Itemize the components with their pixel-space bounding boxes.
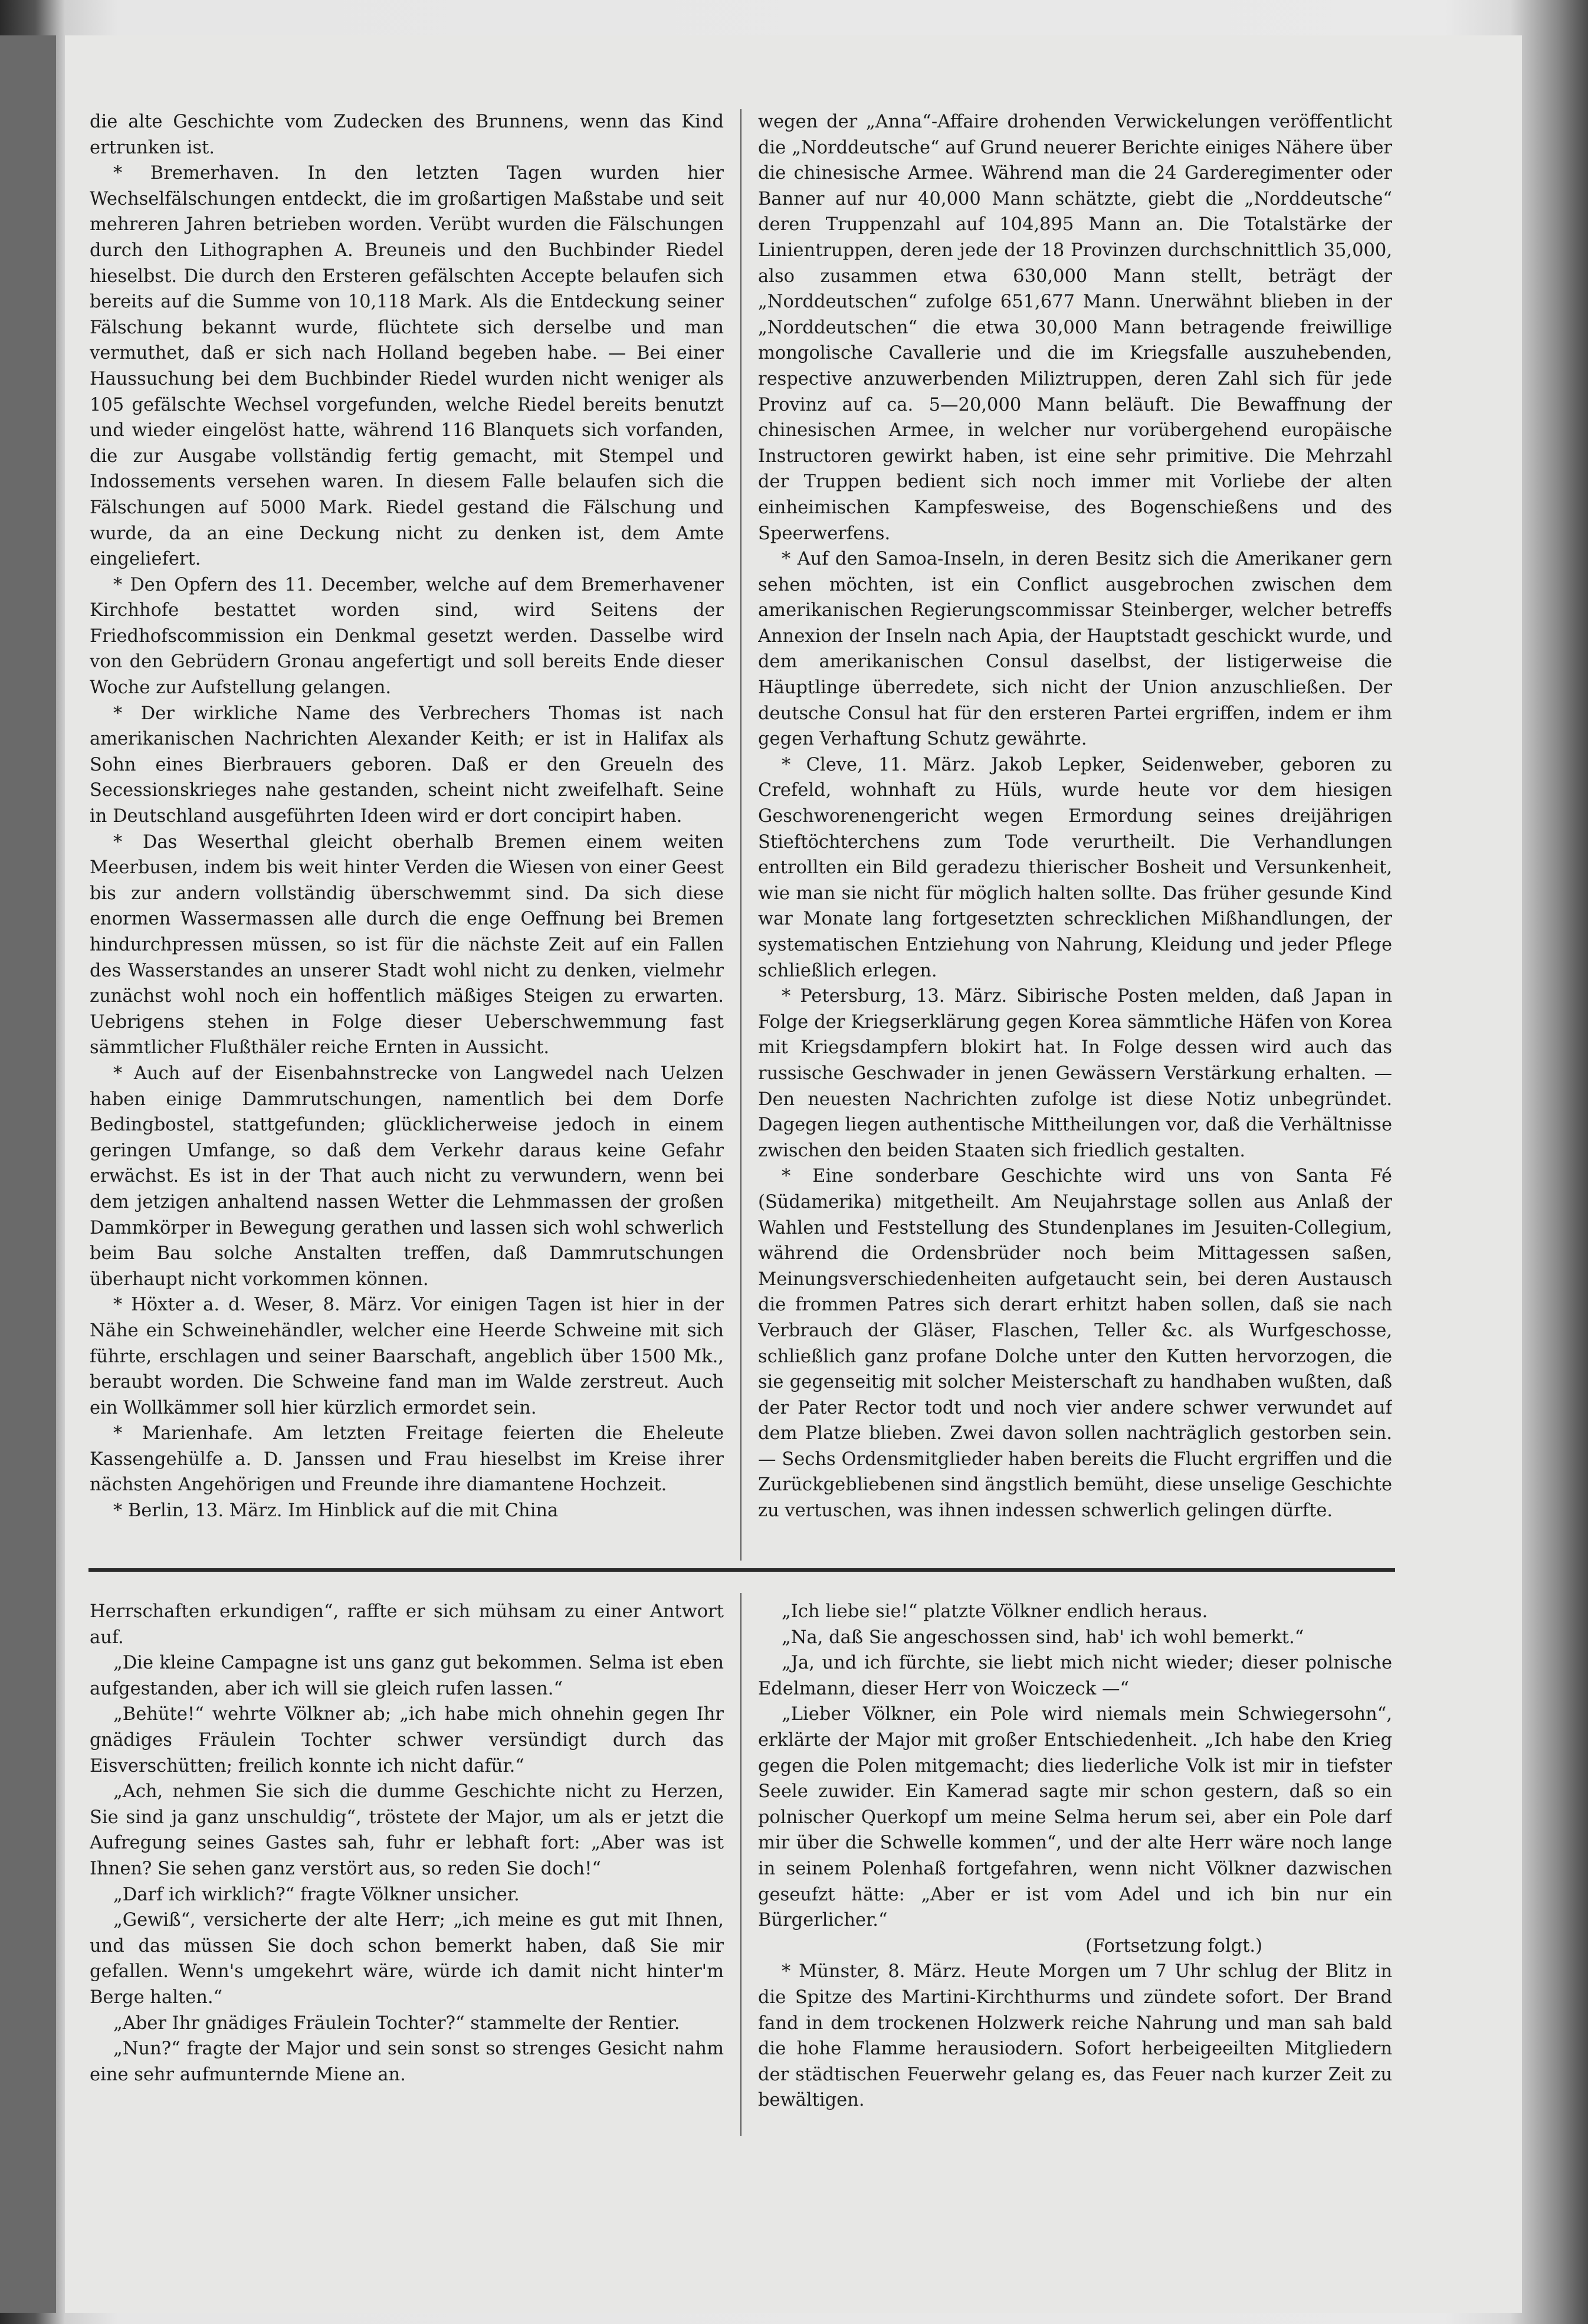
paragraph: „Aber Ihr gnädiges Fräulein Tochter?“ stammelte der Rentier. bbox=[113, 2012, 680, 2034]
paragraph: * Eine sonderbare Geschichte wird uns von Santa Fé (Südamerika) mitgetheilt. Am Neujahrstage sollen aus Anlaß der Wahlen und Feststellung des Stundenplanes im Jesuiten-Collegium, während die Ordensbrüder noch beim Mittagessen saßen, Meinungsverschiedenheiten aufgetaucht sein, bei deren Austausch die frommen Patres sich derart erhitzt haben sollen, daß sie nach Verbrauch der Gläser, Flaschen, Teller &c. als Wurfgeschosse, schließlich ganz profane Dolche unter den Kutten hervorzogen, die sie gegenseitig mit solcher Meisterschaft zu handhaben wußten, daß der Pater Rector todt und noch vier andere schwer verwundet auf dem Platze blieben. Zwei davon sollen nachträglich gestorben sein. — Sechs Ordensmitglieder haben bereits die Flucht ergriffen und die Zurückgebliebenen sind ängstlich bemüht, diese unselige Geschichte zu vertuschen, was ihnen indessen schwerlich gelingen dürfte. bbox=[758, 1166, 1392, 1522]
paragraph: wegen der „Anna“-Affaire drohenden Verwickelungen veröffentlicht die „Norddeutsche“ auf Grund neuerer Berichte einiges Nähere über die chinesische Armee. Während man die 24 Garderegimenter oder Banner auf nur 40,000 Mann schätzte, giebt die „Norddeutsche“ deren Truppenzahl auf 104,895 Mann an. Die Totalstärke der Linientruppen, deren jede der 18 Provinzen durchschnittlich 35,000, also zusammen etwa 630,000 Mann stellt, beträgt der „Norddeutschen“ zufolge 651,677 Mann. Unerwähnt blieben in der „Norddeutschen“ die etwa 30,000 Mann betragende freiwillige mongolische Cavallerie und die im Kriegsfalle auszuhebenden, respective anzuwerbenden Miliztruppen, deren Zahl sich für jede Provinz auf ca. 5—20,000 Mann beläuft. Die Bewaffnung der chinesischen Armee, in welcher nur vorübergehend europäische Instructoren gewirkt haben, ist eine sehr primitive. Die Mehrzahl der Truppen bedient sich noch immer mit Vorliebe der alten einheimischen Kampfesweise, des Bogenschießens und des Speerwerfens. bbox=[758, 112, 1392, 544]
paragraph: * Der wirkliche Name des Verbrechers Thomas ist nach amerikanischen Nachrichten Alexander Keith; er ist in Halifax als Sohn eines Bierbrauers geboren. Daß er den Greueln des Secessionskrieges nahe gestanden, scheint nicht zweifelhaft. Seine in Deutschland ausgeführten Ideen wird er dort concipirt haben. bbox=[90, 703, 724, 827]
paragraph: * Bremerhaven. In den letzten Tagen wurden hier Wechselfälschungen entdeckt, die im großartigen Maßstabe und seit mehreren Jahren betrieben worden. Verübt wurden die Fälschungen durch den Lithographen A. Breuneis und den Buchbinder Riedel hieselbst. Die durch den Ersteren gefälschten Accepte belaufen sich bereits auf die Summe von 10,118 Mark. Als die Entdeckung seiner Fälschung bekannt wurde, flüchtete sich derselbe und man vermuthet, daß er sich nach Holland begeben habe. — Bei einer Haussuchung bei dem Buchbinder Riedel wurden nicht weniger als 105 gefälschte Wechsel vorgefunden, welche Riedel bereits benutzt und wieder eingelöst hatte, während 116 Blanquets sich vorfanden, die zur Ausgabe vollständig fertig gemacht, mit Stempel und Indossements versehen waren. In diesem Falle belaufen sich die Fälschungen auf 5000 Mark. Riedel gestand die Fälschung und wurde, da an eine Deckung nicht zu denken ist, dem Amte eingeliefert. bbox=[90, 163, 724, 570]
continuation-note: (Fortsetzung folgt.) bbox=[1085, 1935, 1262, 1956]
paragraph: * Den Opfern des 11. December, welche auf dem Bremerhavener Kirchhofe bestattet worden sind, wird Seitens der Friedhofscommission ein Denkmal gesetzt werden. Dasselbe wird von den Gebrüdern Gronau angefertigt und soll bereits Ende dieser Woche zur Aufstellung gelangen. bbox=[90, 574, 724, 699]
feuilleton-rule bbox=[88, 1568, 1395, 1572]
paragraph: „Ach, nehmen Sie sich die dumme Geschichte nicht zu Herzen, Sie sind ja ganz unschuldig“, tröstete der Major, um als er jetzt die Aufregung seines Gastes sah, fuhr er lebhaft fort: „Aber was ist Ihnen? Sie sehen ganz verstört aus, so reden Sie doch!“ bbox=[90, 1781, 724, 1879]
news-column-right bbox=[758, 109, 1392, 1549]
paragraph: * Marienhafe. Am letzten Freitage feierten die Eheleute Kassengehülfe a. D. Janssen und Frau hieselbst im Kreise ihrer nächsten Angehörigen und Freunde ihre diamantene Hochzeit. bbox=[90, 1423, 724, 1496]
paragraph: die alte Geschichte vom Zudecken des Brunnens, wenn das Kind ertrunken ist. bbox=[90, 112, 724, 158]
feuilleton-column-right bbox=[758, 1599, 1392, 2177]
news-column-left bbox=[90, 109, 724, 1549]
column-divider-bottom bbox=[740, 1593, 741, 2136]
paragraph: „Darf ich wirklich?“ fragte Völkner unsicher. bbox=[113, 1884, 520, 1905]
paragraph: „Nun?“ fragte der Major und sein sonst so strenges Gesicht nahm eine sehr aufmunternde Miene an. bbox=[90, 2038, 724, 2085]
paragraph: * Münster, 8. März. Heute Morgen um 7 Uhr schlug der Blitz in die Spitze des Martini-Kirchthurms und zündete sofort. Der Brand fand in dem trockenen Holzwerk reiche Nahrung und man sah bald die hohe Flamme herausiodern. Sofort herbeigeeilten Mitgliedern der städtischen Feuerwehr gelang es, das Feuer nach kurzer Zeit zu bewältigen. bbox=[758, 1961, 1392, 2111]
paragraph: * Höxter a. d. Weser, 8. März. Vor einigen Tagen ist hier in der Nähe ein Schweinehändler, welcher eine Heerde Schweine mit sich führte, erschlagen und seiner Baarschaft, angeblich über 1500 Mk., beraubt worden. Die Schweine fand man im Walde zerstreut. Auch ein Wollkämmer soll hier kürzlich ermordet sein. bbox=[90, 1294, 724, 1418]
paragraph: „Die kleine Campagne ist uns ganz gut bekommen. Selma ist eben aufgestanden, aber ich will sie gleich rufen lassen.“ bbox=[90, 1653, 724, 1699]
paragraph: * Cleve, 11. März. Jakob Lepker, Seidenweber, geboren zu Crefeld, wohnhaft zu Hüls, wurde heute vor dem hiesigen Geschworenengericht wegen Ermordung seines dreijährigen Stieftöchterchens zum Tode verurtheilt. Die Verhandlungen entrollten ein Bild geradezu thierischer Bosheit und Versunkenheit, wie man sie nicht für möglich halten sollte. Das früher gesunde Kind war Monate lang fortgesetzten schrecklichen Mißhandlungen, der systematischen Entziehung von Nahrung, Kleidung und jeder Pflege schließlich erlegen. bbox=[758, 754, 1392, 981]
paragraph: Herrschaften erkundigen“, raffte er sich mühsam zu einer Antwort auf. bbox=[90, 1601, 724, 1648]
paragraph: „Ich liebe sie!“ platzte Völkner endlich heraus. bbox=[782, 1601, 1208, 1622]
paragraph: „Na, daß Sie angeschossen sind, hab' ich wohl bemerkt.“ bbox=[782, 1627, 1304, 1648]
paragraph: * Petersburg, 13. März. Sibirische Posten melden, daß Japan in Folge der Kriegserklärung gegen Korea sämmtliche Häfen von Korea mit Kriegsdampfern blokirt hat. In Folge dessen wird auch das russische Geschwader in jenen Gewässern Verstärkung erhalten. — Den neuesten Nachrichten zufolge ist diese Notiz unbegründet. Dagegen liegen authentische Mittheilungen vor, daß die Verhältnisse zwischen den beiden Staaten sich friedlich gestalten. bbox=[758, 986, 1392, 1161]
paragraph: * Berlin, 13. März. Im Hinblick auf die mit China bbox=[113, 1500, 559, 1522]
paragraph: * Das Weserthal gleicht oberhalb Bremen einem weiten Meerbusen, indem bis weit hinter Verden die Wiesen von einer Geest bis zur andern vollständig überschwemmt sind. Da sich diese enormen Wassermassen alle durch die enge Oeffnung bei Bremen hindurchpressen müssen, so ist für die nächste Zeit auf ein Fallen des Wasserstandes an unserer Stadt wohl nicht zu denken, vielmehr zunächst wohl noch ein hoffentlich mäßiges Steigen zu erwarten. Uebrigens stehen in Folge dieser Ueberschwemmung fast sämmtlicher Flußthäler reiche Ernten in Aussicht. bbox=[90, 831, 724, 1058]
paragraph: „Ja, und ich fürchte, sie liebt mich nicht wieder; dieser polnische Edelmann, dieser Herr von Woiczeck —“ bbox=[758, 1653, 1392, 1699]
feuilleton-column-left bbox=[90, 1599, 724, 2130]
paragraph: „Gewiß“, versicherte der alte Herr; „ich meine es gut mit Ihnen, und das müssen Sie doch schon bemerkt haben, daß Sie mir gefallen. Wenn's umgekehrt wäre, würde ich damit nicht hinter'm Berge halten.“ bbox=[90, 1910, 724, 2008]
paragraph: * Auch auf der Eisenbahnstrecke von Langwedel nach Uelzen haben einige Dammrutschungen, namentlich bei dem Dorfe Bedingbostel, stattgefunden; glücklicherweise jedoch in einem geringen Umfange, so daß dem Verkehr daraus keine Gefahr erwächst. Es ist in der That auch nicht zu verwundern, wenn bei dem jetzigen anhaltend nassen Wetter die Lehmmassen der großen Dammkörper in Bewegung gerathen und lassen sich wohl schwerlich beim Bau solche Anstalten treffen, daß Dammrutschungen überhaupt nicht vorkommen können. bbox=[90, 1063, 724, 1290]
adjacent-page-edge bbox=[0, 35, 56, 2313]
paragraph: „Behüte!“ wehrte Völkner ab; „ich habe mich ohnehin gegen Ihr gnädiges Fräulein Tochter schwer versündigt durch das Eisverschütten; freilich konnte ich nicht dafür.“ bbox=[90, 1704, 724, 1776]
paragraph: „Lieber Völkner, ein Pole wird niemals mein Schwiegersohn“, erklärte der Major mit großer Entschiedenheit. „Ich habe den Krieg gegen die Polen mitgemacht; dies liederliche Volk ist mir in tiefster Seele zuwider. Ein Kamerad sagte mir schon gestern, daß so ein polnischer Querkopf um meine Selma herum sei, aber ein Pole darf mir über die Schwelle kommen“, und der alte Herr wäre noch lange in seinem Polenhaß fortgefahren, wenn nicht Völkner dazwischen geseufzt hätte: „Aber er ist vom Adel und ich bin nur ein Bürgerlicher.“ bbox=[758, 1704, 1392, 1931]
paragraph: * Auf den Samoa-Inseln, in deren Besitz sich die Amerikaner gern sehen möchten, ist ein Conflict ausgebrochen zwischen dem amerikanischen Regierungscommissar Steinberger, welcher betreffs Annexion der Inseln nach Apia, der Hauptstadt geschickt wurde, und dem amerikanischen Consul daselbst, der listigerweise die Häuptlinge überredete, sich nicht der Union anzuschließen. Der deutsche Consul hat für den ersteren Partei ergriffen, indem er ihm gegen Verhaftung Schutz gewährte. bbox=[758, 549, 1392, 750]
column-divider-top bbox=[740, 109, 741, 1561]
